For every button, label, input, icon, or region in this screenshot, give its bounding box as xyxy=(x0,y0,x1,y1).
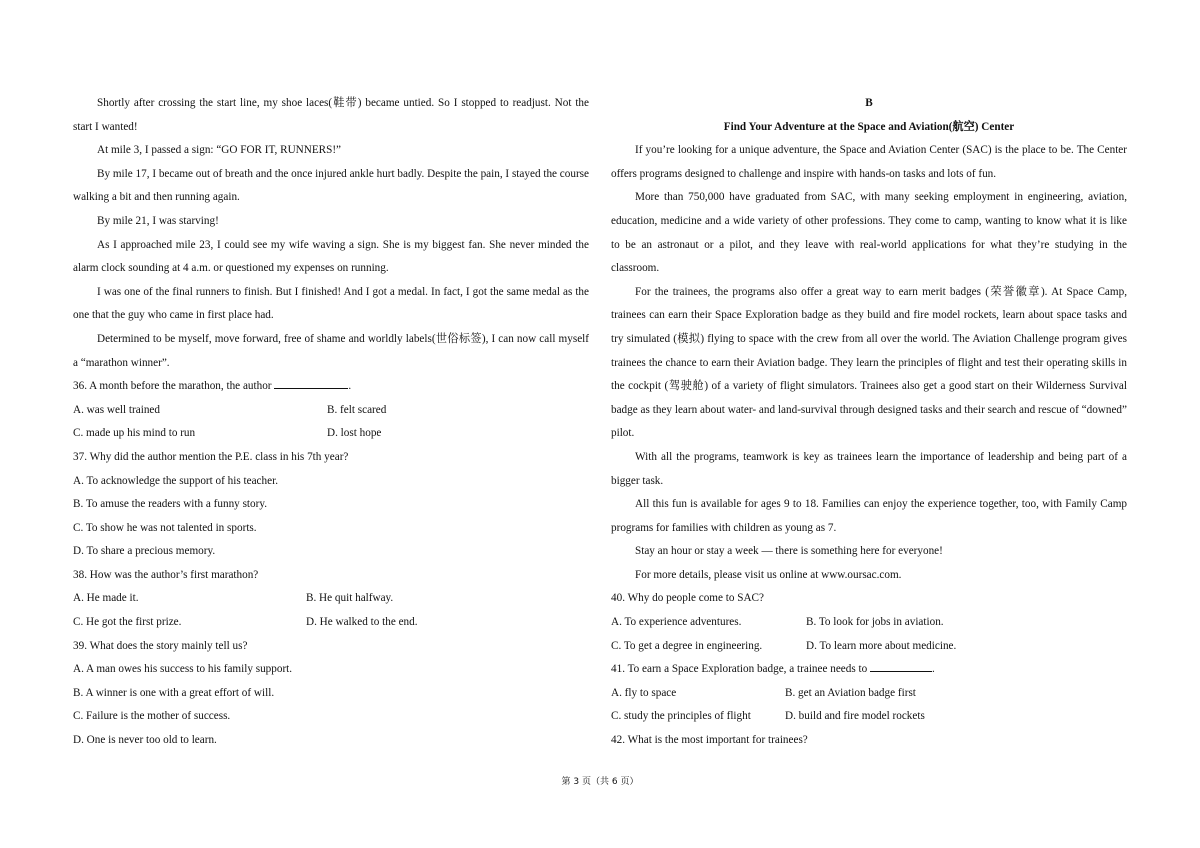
passage-paragraph: At mile 3, I passed a sign: “GO FOR IT, RUNNERS!” xyxy=(97,144,342,157)
option-a: A. To experience adventures. xyxy=(611,616,742,629)
answer-blank xyxy=(274,376,348,389)
passage-title: Find Your Adventure at the Space and Aviation(航空) Center xyxy=(723,120,1015,133)
left-column xyxy=(73,92,589,753)
option-a: A. A man owes his success to his family support. xyxy=(73,663,293,676)
option-d: D. To share a precious memory. xyxy=(73,545,216,558)
option-c: C. Failure is the mother of success. xyxy=(73,710,231,723)
passage-paragraph: I was one of the final runners to finish. But I finished! And I got a medal. In fact, I got the same medal as the one that the guy who came in first place had. xyxy=(73,285,589,322)
option-a: A. fly to space xyxy=(611,686,677,699)
question-36-options xyxy=(73,399,589,423)
passage-paragraph: Determined to be myself, move forward, free of shame and worldly labels(世俗标签), I can now call myself a “marathon winner”. xyxy=(73,332,589,369)
option-c: C. To get a degree in engineering. xyxy=(611,639,763,652)
question-36: 36. A month before the marathon, the author . xyxy=(73,375,589,399)
passage-paragraph: By mile 21, I was starving! xyxy=(97,214,219,227)
question-40-options xyxy=(611,611,1127,635)
question-41-options xyxy=(611,705,1127,729)
question-42: 42. What is the most important for trainees? xyxy=(611,734,808,747)
question-40-options xyxy=(611,635,1127,659)
question-39: 39. What does the story mainly tell us? xyxy=(73,639,248,652)
passage-paragraph: More than 750,000 have graduated from SAC, with many seeking employment in engineering, aviation, education, medicine and a wide variety of other professions. They come to camp, wanting to know what it is like to be an astronaut or a pilot, and they leave with real-world applications for what they’re studying in the classroom. xyxy=(611,191,1127,275)
question-38-options xyxy=(73,587,589,611)
option-d: D. lost hope xyxy=(327,427,382,440)
passage-paragraph: With all the programs, teamwork is key as trainees learn the importance of leadership and being part of a bigger task. xyxy=(611,450,1127,487)
passage-paragraph: For the trainees, the programs also offer a great way to earn merit badges (荣誉徽章). At Space Camp, trainees can earn their Space Exploration badge as they build and fire model rockets, learn about space tasks and try simulated (模拟) flying to space with the crew from all over the world. The Aviation Challenge program gives trainees the chance to earn their Aviation badge. They learn the principles of flight and test their operating skills in the cockpit (驾驶舱) of a variety of flight simulators. Trainees also get a good start on their Wilderness Survival badge as they learn about water- and land-survival through designed tasks and their search and rescue of “downed” pilot. xyxy=(611,285,1127,440)
passage-paragraph: For more details, please visit us online at www.oursac.com. xyxy=(635,568,902,581)
passage-paragraph: By mile 17, I became out of breath and the once injured ankle hurt badly. Despite the pain, I stayed the course walking a bit and then running again. xyxy=(73,167,589,204)
question-36-options xyxy=(73,422,589,446)
right-column xyxy=(611,92,1127,753)
passage-paragraph: Stay an hour or stay a week — there is something here for everyone! xyxy=(635,545,943,558)
option-b: B. To amuse the readers with a funny story. xyxy=(73,498,268,511)
answer-blank xyxy=(870,659,932,672)
option-c: C. To show he was not talented in sports. xyxy=(73,521,257,534)
option-b: B. To look for jobs in aviation. xyxy=(806,616,944,629)
option-d: D. To learn more about medicine. xyxy=(806,639,957,652)
question-38-options xyxy=(73,611,589,635)
option-b: B. felt scared xyxy=(327,403,387,416)
option-b: B. A winner is one with a great effort of will. xyxy=(73,686,275,699)
option-d: D. One is never too old to learn. xyxy=(73,734,217,747)
page-footer: 第 3 页（共 6 页） xyxy=(561,777,639,787)
passage-paragraph: As I approached mile 23, I could see my wife waving a sign. She is my biggest fan. She never minded the alarm clock sounding at 4 a.m. or questioned my expenses on running. xyxy=(73,238,589,275)
option-d: D. He walked to the end. xyxy=(306,616,418,629)
passage-paragraph: All this fun is available for ages 9 to 18. Families can enjoy the experience together, too, with Family Camp programs for families with children as young as 7. xyxy=(611,498,1127,534)
question-40: 40. Why do people come to SAC? xyxy=(611,592,764,605)
option-c: C. study the principles of flight xyxy=(611,710,751,723)
option-c: C. He got the first prize. xyxy=(73,616,182,629)
option-c: C. made up his mind to run xyxy=(73,427,196,440)
passage-paragraph: If you’re looking for a unique adventure, the Space and Aviation Center (SAC) is the place to be. The Center offers programs designed to challenge and inspire with hands-on tasks and lots of fun. xyxy=(611,144,1127,180)
passage-paragraph: Shortly after crossing the start line, my shoe laces(鞋带) became untied. So I stopped to readjust. Not the start I wanted! xyxy=(73,97,589,133)
option-b: B. He quit halfway. xyxy=(306,592,394,605)
question-41-options xyxy=(611,682,1127,706)
option-a: A. was well trained xyxy=(73,403,160,416)
question-41: 41. To earn a Space Exploration badge, a trainee needs to . xyxy=(611,658,1127,682)
question-37: 37. Why did the author mention the P.E. class in his 7th year? xyxy=(73,450,349,463)
option-b: B. get an Aviation badge first xyxy=(785,686,916,699)
section-letter: B xyxy=(865,97,873,109)
option-d: D. build and fire model rockets xyxy=(785,710,925,723)
option-a: A. He made it. xyxy=(73,592,139,605)
question-38: 38. How was the author’s first marathon? xyxy=(73,568,259,581)
option-a: A. To acknowledge the support of his teacher. xyxy=(73,474,278,487)
